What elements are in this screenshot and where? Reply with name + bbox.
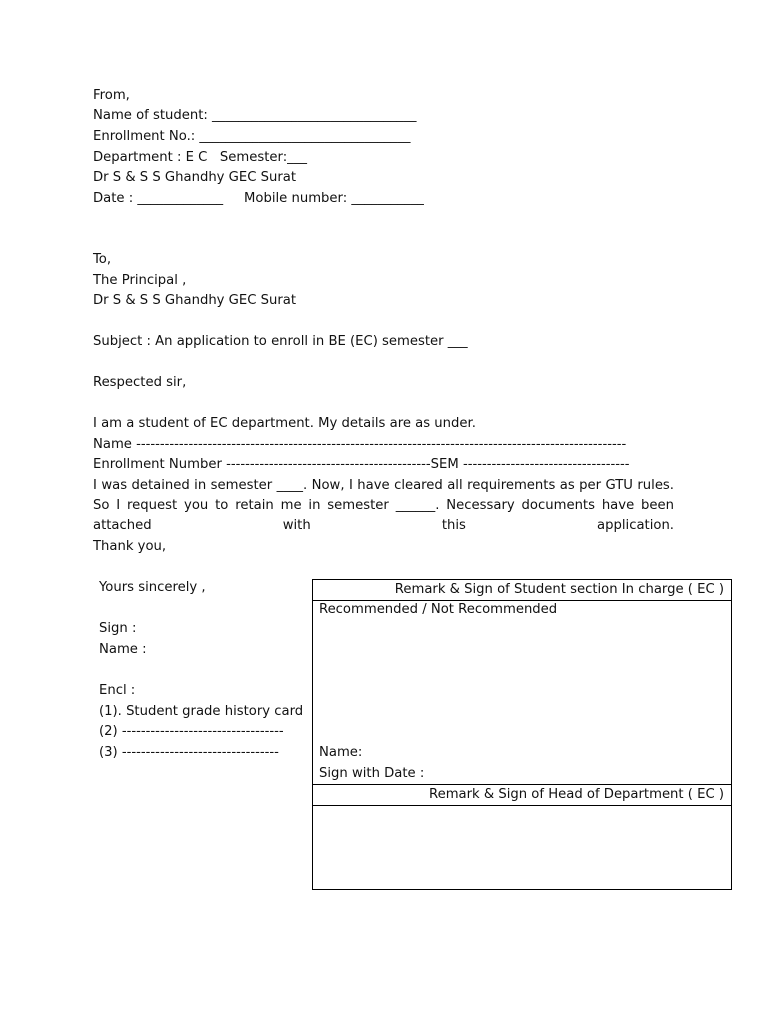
thank-you: Thank you, [93,539,167,554]
encl-item-1: (1). Student grade history card [99,704,304,719]
body-enrollment-line: Enrollment Number -------------------------------------------SEM ----------------------------------- [93,457,630,472]
to-label: To, [93,252,112,267]
body-name-line: Name ------------------------------------------------------------------------------------------------------- [93,437,627,452]
from-label: From, [93,88,130,103]
hod-remark-box [312,784,732,890]
recommendation-text: Recommended / Not Recommended [319,602,558,617]
sign-label: Sign : [99,621,137,636]
subject-line: Subject : An application to enroll in BE (EC) semester ___ [93,334,468,349]
encl-item-3: (3) --------------------------------- [99,745,279,760]
student-name-line: Name of student: _______________________________ [93,108,417,123]
recipient: The Principal , [93,273,187,288]
name-label: Name : [99,642,147,657]
from-college: Dr S & S S Ghandhy GEC Surat [93,170,297,185]
salutation: Respected sir, [93,375,187,390]
encl-item-2: (2) ---------------------------------- [99,724,284,739]
department-semester-line: Department : E C Semester:___ [93,150,307,165]
to-college: Dr S & S S Ghandhy GEC Surat [93,293,297,308]
student-section-title: Remark & Sign of Student section In charge ( EC ) [313,580,731,601]
encl-label: Encl : [99,683,136,698]
remark-name-label: Name: [319,745,363,760]
hod-title: Remark & Sign of Head of Department ( EC ) [313,785,731,806]
yours-sincerely: Yours sincerely , [99,580,206,595]
body-paragraph: I was detained in semester ____. Now, I have cleared all requirements as per GTU rules. So I request you to retain me in semester ______. Necessary documents have been attached with this application. [93,478,674,533]
remark-sign-date-label: Sign with Date : [319,766,425,781]
date-mobile-line: Date : _____________ Mobile number: ___________ [93,191,424,206]
enrollment-line: Enrollment No.: ________________________________ [93,129,411,144]
student-section-remark-box [312,579,732,785]
body-intro: I am a student of EC department. My details are as under. [93,416,476,431]
